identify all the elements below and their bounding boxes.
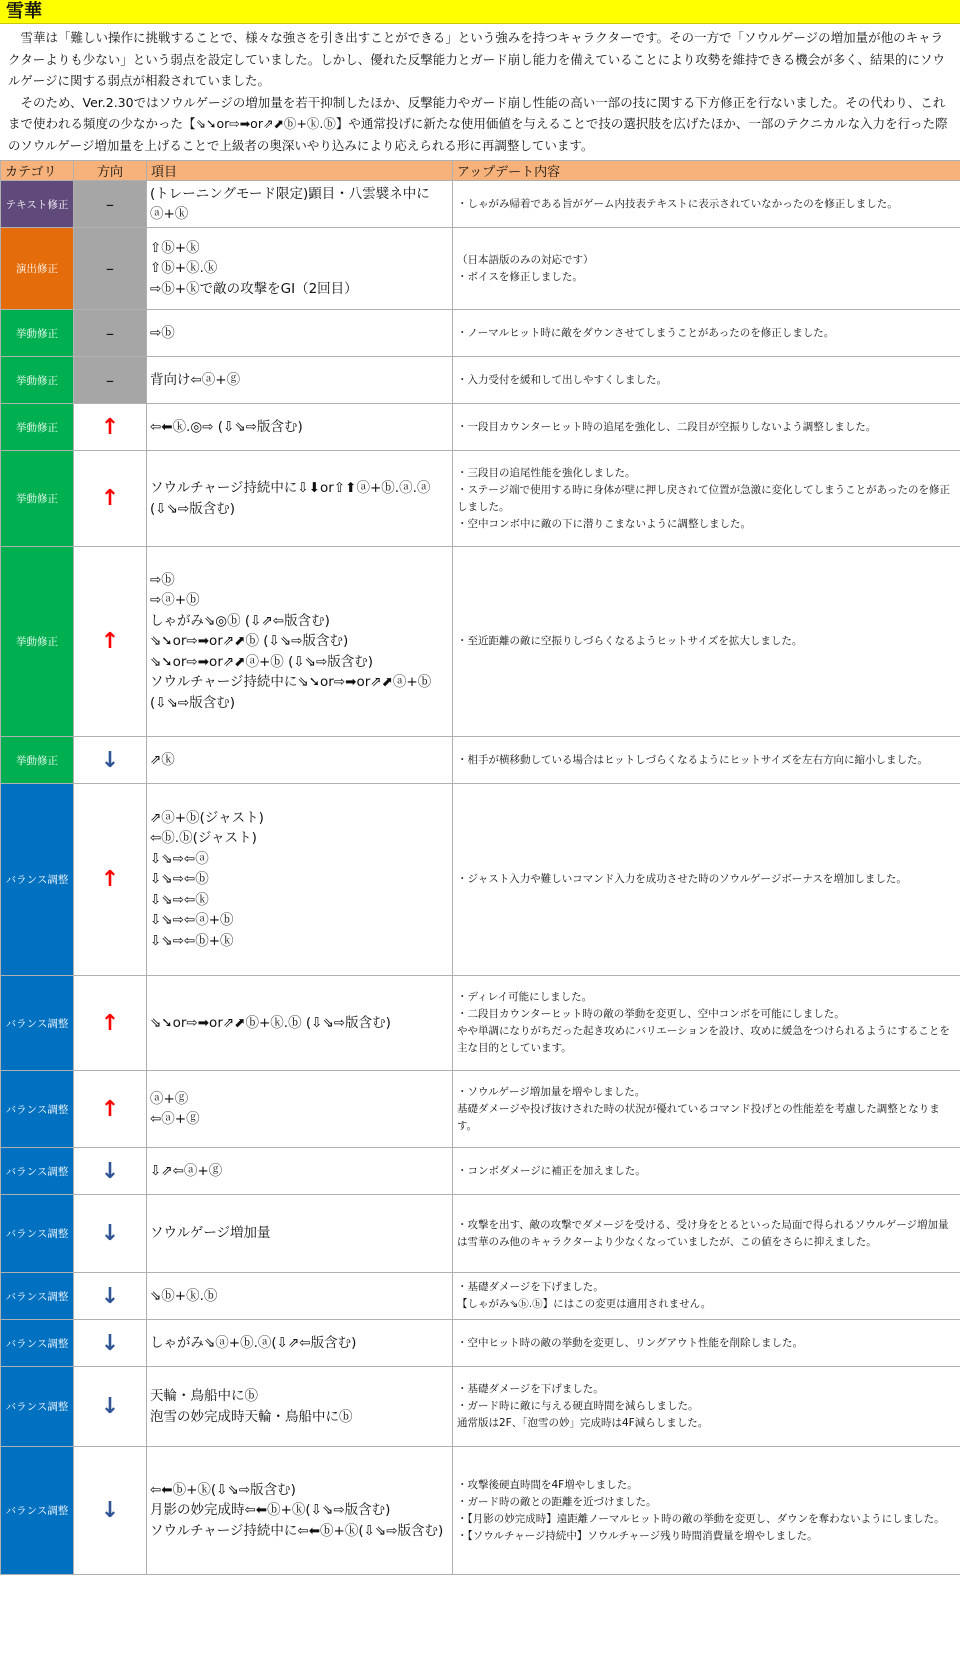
- table-row: [1, 1071, 960, 1148]
- direction-cell: –: [74, 310, 147, 357]
- update-table: [0, 160, 960, 1575]
- table-row: [1, 310, 960, 357]
- intro-paragraph: そのため、Ver.2.30ではソウルゲージの増加量を若干抑制したほか、反撃能力やガード崩し性能の高い一部の技に関する下方修正を行ないました。その代わり、これまで使われる頻度の少なかった【⇘➘or⇨➡or⇗⬈ⓑ+ⓚ.ⓑ】や通常投げに新たな使用価値を与えることで技の選択肢を広げたほか、一部のテクニカルな入力を行った際のソウルゲージ増加量を上げることで上級者の奥深いやり込みにより応えられる形に再調整しています。: [8, 94, 948, 153]
- direction-cell: ↓: [74, 737, 147, 784]
- update-description-cell: ・三段目の追尾性能を強化しました。 ・ステージ端で使用する時に身体が壁に押し戻されて位置が急激に変化してしまうことがあったのを修正しました。 ・空中コンボ中に敵の下に潜りこまないように調整しました。: [453, 451, 960, 547]
- update-description-cell: ・基礎ダメージを下げました。 【しゃがみ⇘ⓑ.ⓑ】にはこの変更は適用されません。: [453, 1273, 960, 1320]
- item-cell: 天輪・鳥船中にⓑ 泡雪の妙完成時天輪・鳥船中にⓑ: [147, 1367, 453, 1447]
- item-cell: ⇩⇗⇦ⓐ+ⓖ: [147, 1148, 453, 1195]
- item-cell: ⇗ⓐ+ⓑ(ジャスト) ⇦ⓑ.ⓑ(ジャスト) ⇩⇘⇨⇦ⓐ ⇩⇘⇨⇦ⓑ ⇩⇘⇨⇦ⓚ ⇩⇘⇨⇦ⓐ+ⓑ ⇩⇘⇨⇦ⓑ+ⓚ: [147, 784, 453, 976]
- direction-cell: ↓: [74, 1447, 147, 1575]
- category-cell: 挙動修正: [1, 357, 74, 404]
- update-description-cell: ・一段目カウンターヒット時の追尾を強化し、二段目が空振りしないよう調整しました。: [453, 404, 960, 451]
- category-cell: バランス調整: [1, 1320, 74, 1367]
- update-description-cell: ・基礎ダメージを下げました。 ・ガード時に敵に与える硬直時間を減らしました。 通常版は2F、「泡雪の妙」完成時は4F減らしました。: [453, 1367, 960, 1447]
- update-description-cell: ・攻撃を出す、敵の攻撃でダメージを受ける、受け身をとるといった局面で得られるソウルゲージ増加量は雪華のみ他のキャラクターより少なくなっていましたが、この値をさらに抑えました。: [453, 1195, 960, 1273]
- table-row: [1, 181, 960, 228]
- item-cell: ソウルゲージ増加量: [147, 1195, 453, 1273]
- table-row: [1, 1447, 960, 1575]
- item-cell: ⇦⬅ⓚ.◎⇨ (⇩⇘⇨版含む): [147, 404, 453, 451]
- category-cell: 挙動修正: [1, 310, 74, 357]
- direction-cell: ↓: [74, 1195, 147, 1273]
- update-description-cell: ・ジャスト入力や難しいコマンド入力を成功させた時のソウルゲージボーナスを増加しました。: [453, 784, 960, 976]
- table-row: [1, 451, 960, 547]
- update-description-cell: ・コンボダメージに補正を加えました。: [453, 1148, 960, 1195]
- item-cell: ⇘ⓑ+ⓚ.ⓑ: [147, 1273, 453, 1320]
- table-row: [1, 404, 960, 451]
- direction-cell: ↑: [74, 451, 147, 547]
- direction-cell: ↓: [74, 1148, 147, 1195]
- category-cell: 挙動修正: [1, 451, 74, 547]
- header-category: カテゴリ: [1, 161, 74, 181]
- direction-cell: –: [74, 357, 147, 404]
- category-cell: バランス調整: [1, 976, 74, 1071]
- category-cell: 演出修正: [1, 228, 74, 310]
- table-row: [1, 976, 960, 1071]
- direction-cell: ↓: [74, 1367, 147, 1447]
- category-cell: 挙動修正: [1, 547, 74, 737]
- item-cell: ⇨ⓑ ⇨ⓐ+ⓑ しゃがみ⇘◎ⓑ (⇩⇗⇦版含む) ⇘➘or⇨➡or⇗⬈ⓑ (⇩⇘⇨版含む) ⇘➘or⇨➡or⇗⬈ⓐ+ⓑ (⇩⇘⇨版含む) ソウルチャージ持続中に⇘➘or⇨➡or⇗⬈ⓐ+ⓑ (⇩⇘⇨版含む): [147, 547, 453, 737]
- header-direction: 方向: [74, 161, 147, 181]
- intro-paragraph: 雪華は「難しい操作に挑戦することで、様々な強さを引き出すことができる」という強みを持つキャラクターです。その一方で「ソウルゲージの増加量が他のキャラクターよりも少ない」という弱点を設定していました。しかし、優れた反撃能力とガード崩し能力を備えていることにより攻勢を維持できる機会が多く、結果的にソウルゲージに関する弱点が相殺されていました。: [8, 30, 946, 88]
- update-description-cell: ・しゃがみ帰着である旨がゲーム内技表テキストに表示されていなかったのを修正しました。: [453, 181, 960, 228]
- category-cell: バランス調整: [1, 1195, 74, 1273]
- direction-cell: ↑: [74, 1071, 147, 1148]
- item-cell: 背向け⇦ⓐ+ⓖ: [147, 357, 453, 404]
- header-item: 項目: [147, 161, 453, 181]
- item-cell: ⇦⬅ⓑ+ⓚ(⇩⇘⇨版含む) 月影の妙完成時⇦⬅ⓑ+ⓚ(⇩⇘⇨版含む) ソウルチャージ持続中に⇦⬅ⓑ+ⓚ(⇩⇘⇨版含む): [147, 1447, 453, 1575]
- update-description-cell: ・ディレイ可能にしました。 ・二段目カウンターヒット時の敵の挙動を変更し、空中コンボを可能にしました。 やや単調になりがちだった起き攻めにバリエーションを設け、攻めに緩急をつけられるようにすることを主な目的としています。: [453, 976, 960, 1071]
- table-row: [1, 357, 960, 404]
- table-row: [1, 547, 960, 737]
- item-cell: ⇧ⓑ+ⓚ ⇧ⓑ+ⓚ.ⓚ ⇨ⓑ+ⓚで敵の攻撃をGI（2回目）: [147, 228, 453, 310]
- item-cell: ⓐ+ⓖ ⇦ⓐ+ⓖ: [147, 1071, 453, 1148]
- update-description-cell: ・ソウルゲージ増加量を増やしました。 基礎ダメージや投げ抜けされた時の状況が優れているコマンド投げとの性能差を考慮した調整となります。: [453, 1071, 960, 1148]
- item-cell: ⇗ⓚ: [147, 737, 453, 784]
- category-cell: 挙動修正: [1, 404, 74, 451]
- category-cell: バランス調整: [1, 1447, 74, 1575]
- update-description-cell: ・攻撃後硬直時間を4F増やしました。 ・ガード時の敵との距離を近づけました。 ・【月影の妙完成時】遠距離ノーマルヒット時の敵の挙動を変更し、ダウンを奪わないようにしました。 ・【ソウルチャージ持続中】ソウルチャージ残り時間消費量を増やしました。: [453, 1447, 960, 1575]
- table-row: [1, 1273, 960, 1320]
- direction-cell: ↑: [74, 976, 147, 1071]
- category-cell: バランス調整: [1, 1148, 74, 1195]
- header-update: アップデート内容: [453, 161, 960, 181]
- direction-cell: ↑: [74, 547, 147, 737]
- table-row: [1, 784, 960, 976]
- item-cell: ソウルチャージ持続中に⇩⬇or⇧⬆ⓐ+ⓑ.ⓐ.ⓐ (⇩⇘⇨版含む): [147, 451, 453, 547]
- category-cell: バランス調整: [1, 1071, 74, 1148]
- table-row: [1, 737, 960, 784]
- direction-cell: –: [74, 181, 147, 228]
- intro-text: [0, 24, 960, 160]
- update-description-cell: ・至近距離の敵に空振りしづらくなるようヒットサイズを拡大しました。: [453, 547, 960, 737]
- category-cell: テキスト修正: [1, 181, 74, 228]
- update-description-cell: （日本語版のみの対応です） ・ボイスを修正しました。: [453, 228, 960, 310]
- table-row: [1, 1148, 960, 1195]
- table-row: [1, 1195, 960, 1273]
- category-cell: 挙動修正: [1, 737, 74, 784]
- item-cell: ⇨ⓑ: [147, 310, 453, 357]
- direction-cell: ↓: [74, 1320, 147, 1367]
- direction-cell: –: [74, 228, 147, 310]
- page-title: 雪華: [0, 0, 960, 24]
- table-row: [1, 1320, 960, 1367]
- update-description-cell: ・相手が横移動している場合はヒットしづらくなるようにヒットサイズを左右方向に縮小しました。: [453, 737, 960, 784]
- table-row: [1, 228, 960, 310]
- direction-cell: ↑: [74, 404, 147, 451]
- table-row: [1, 1367, 960, 1447]
- update-description-cell: ・空中ヒット時の敵の挙動を変更し、リングアウト性能を削除しました。: [453, 1320, 960, 1367]
- direction-cell: ↓: [74, 1273, 147, 1320]
- category-cell: バランス調整: [1, 784, 74, 976]
- update-description-cell: ・ノーマルヒット時に敵をダウンさせてしまうことがあったのを修正しました。: [453, 310, 960, 357]
- category-cell: バランス調整: [1, 1273, 74, 1320]
- item-cell: しゃがみ⇘ⓐ+ⓑ.ⓐ(⇩⇗⇦版含む): [147, 1320, 453, 1367]
- item-cell: (トレーニングモード限定)顕目・八雲襞ネ中にⓐ+ⓚ: [147, 181, 453, 228]
- table-header-row: [1, 161, 960, 181]
- item-cell: ⇘➘or⇨➡or⇗⬈ⓑ+ⓚ.ⓑ (⇩⇘⇨版含む): [147, 976, 453, 1071]
- update-description-cell: ・入力受付を緩和して出しやすくしました。: [453, 357, 960, 404]
- category-cell: バランス調整: [1, 1367, 74, 1447]
- table-body: [1, 181, 960, 1575]
- direction-cell: ↑: [74, 784, 147, 976]
